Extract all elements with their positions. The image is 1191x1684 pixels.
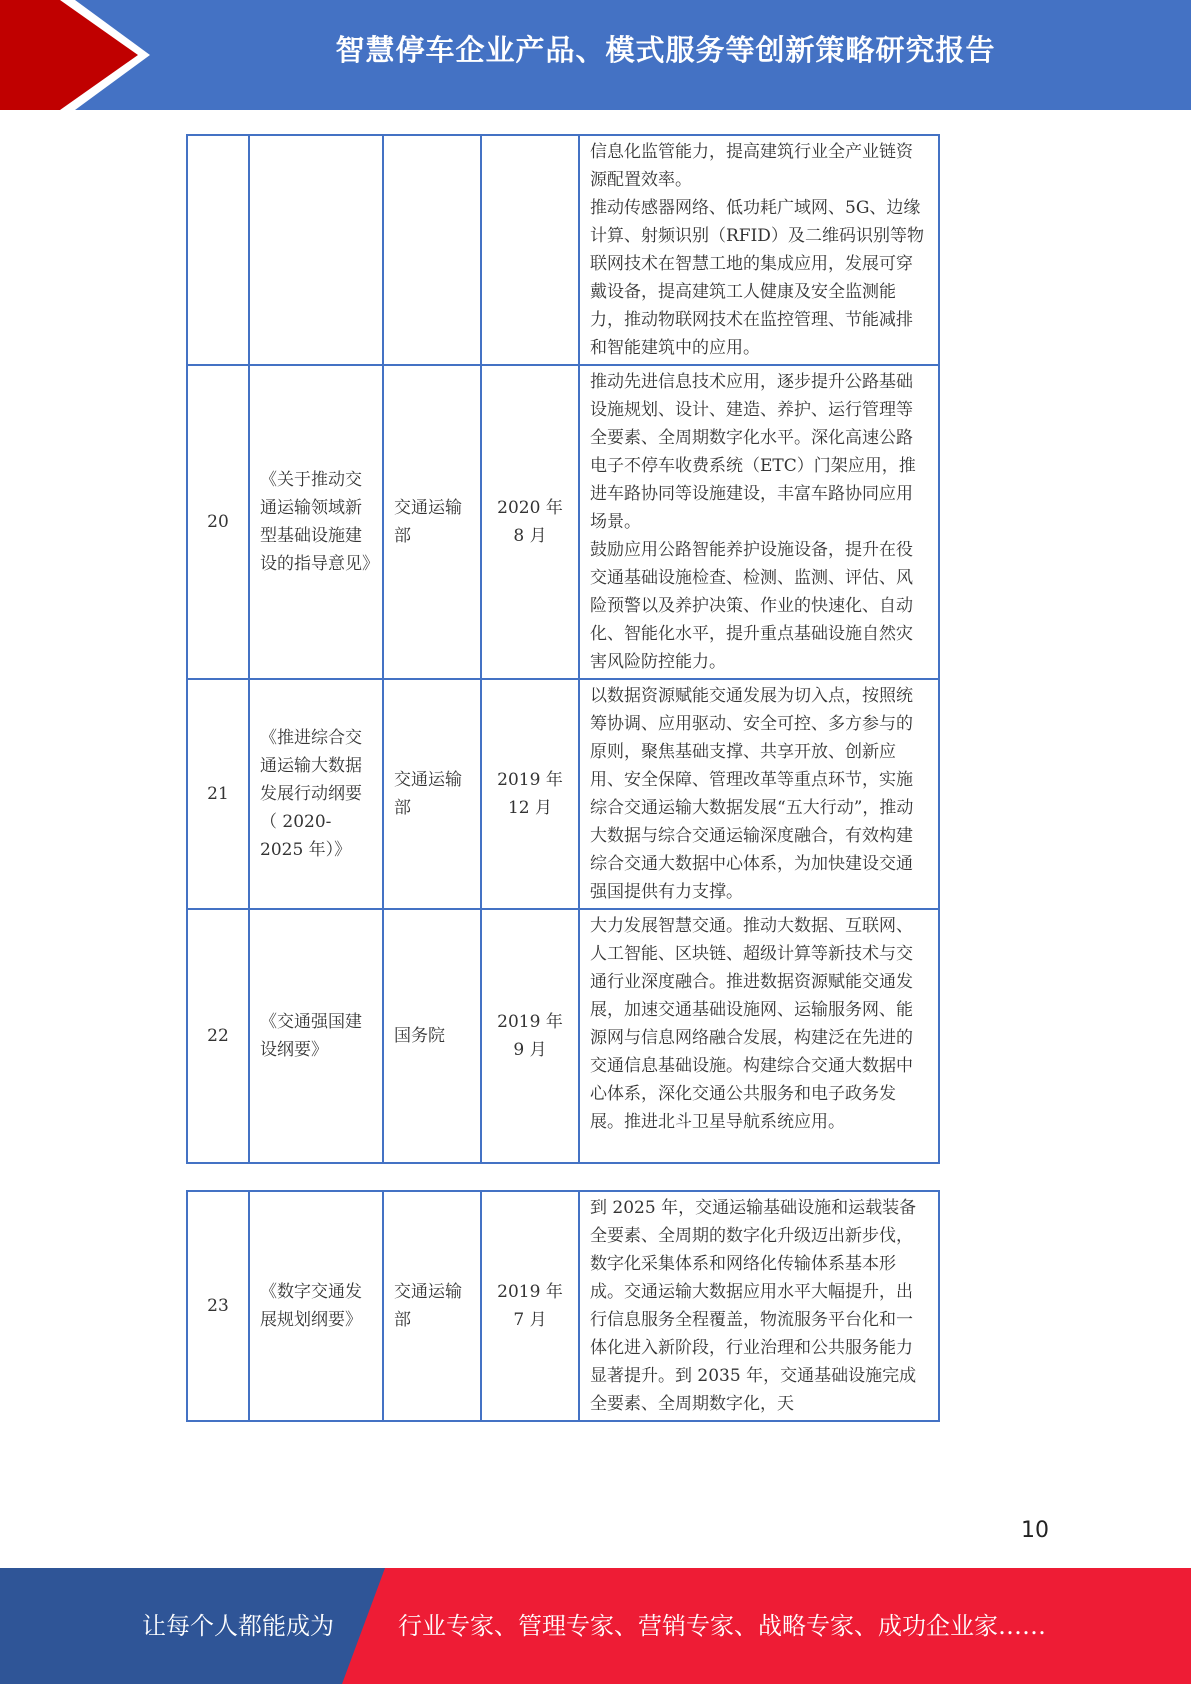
footer-slogan-right: 行业专家、管理专家、营销专家、战略专家、成功企业家……	[398, 1612, 1046, 1640]
policy-issuer	[383, 135, 481, 365]
content-paragraph: 推动传感器网络、低功耗广域网、5G、边缘计算、射频识别（RFID）及二维码识别等物联网技术在智慧工地的集成应用，发展可穿戴设备，提高建筑工人健康及安全监测能力，推动物联网技术在监控管理、节能减排和智能建筑中的应用。	[590, 198, 924, 358]
policy-issuer: 交通运输部	[383, 1191, 481, 1421]
policy-name	[249, 135, 383, 365]
policy-content	[579, 1191, 939, 1421]
page-header	[0, 0, 1191, 110]
policy-date: 2020 年 8 月	[481, 365, 579, 679]
policy-content	[579, 679, 939, 909]
policy-name: 《交通强国建设纲要》	[249, 909, 383, 1163]
content-paragraph: 信息化监管能力，提高建筑行业全产业链资源配置效率。	[590, 142, 913, 190]
content-paragraph: 大力发展智慧交通。推动大数据、互联网、人工智能、区块链、超级计算等新技术与交通行业深度融合。推进数据资源赋能交通发展，加速交通基础设施网、运输服务网、能源网与信息网络融合发展，构建泛在先进的交通信息基础设施。构建综合交通大数据中心体系，深化交通公共服务和电子政务发展。推进北斗卫星导航系统应用。	[590, 916, 913, 1132]
policy-date: 2019 年 12 月	[481, 679, 579, 909]
content-paragraph: 以数据资源赋能交通发展为切入点，按照统筹协调、应用驱动、安全可控、多方参与的原则，聚焦基础支撑、共享开放、创新应用、安全保障、管理改革等重点环节，实施综合交通运输大数据发展“五大行动”，推动大数据与综合交通运输深度融合，有效构建综合交通大数据中心体系，为加快建设交通强国提供有力支撑。	[590, 686, 914, 902]
policy-issuer: 交通运输部	[383, 679, 481, 909]
content-paragraph: 鼓励应用公路智能养护设施设备，提升在役交通基础设施检查、检测、监测、评估、风险预警以及养护决策、作业的快速化、自动化、智能化水平，提升重点基础设施自然灾害风险防控能力。	[590, 540, 913, 672]
table-row	[187, 909, 939, 1163]
report-title: 智慧停车企业产品、模式服务等创新策略研究报告	[335, 33, 996, 67]
table-row	[187, 1191, 939, 1421]
row-number: 20	[187, 365, 249, 679]
policy-date: 2019 年 7 月	[481, 1191, 579, 1421]
table-row	[187, 365, 939, 679]
table-row	[187, 679, 939, 909]
policy-name: 《数字交通发展规划纲要》	[249, 1191, 383, 1421]
policy-issuer: 交通运输部	[383, 365, 481, 679]
policy-table-a	[186, 134, 940, 1164]
policy-date	[481, 135, 579, 365]
row-number: 22	[187, 909, 249, 1163]
row-number: 23	[187, 1191, 249, 1421]
policy-content	[579, 365, 939, 679]
header-arrow-icon	[0, 0, 138, 110]
table-row	[187, 135, 939, 365]
policy-date: 2019 年 9 月	[481, 909, 579, 1163]
page-footer	[0, 1568, 1191, 1684]
policy-content	[579, 909, 939, 1163]
policy-name: 《推进综合交通运输大数据发展行动纲要（ 2020-2025 年）》	[249, 679, 383, 909]
row-number	[187, 135, 249, 365]
row-number: 21	[187, 679, 249, 909]
policy-issuer: 国务院	[383, 909, 481, 1163]
policy-table-b	[186, 1190, 940, 1422]
content-paragraph: 到 2025 年，交通运输基础设施和运载装备全要素、全周期的数字化升级迈出新步伐，数字化采集体系和网络化传输体系基本形成。交通运输大数据应用水平大幅提升，出行信息服务全程覆盖，物流服务平台化和一体化进入新阶段，行业治理和公共服务能力显著提升。到 2035 年，交通基础设施完成全要素、全周期数字化，天	[590, 1198, 917, 1414]
footer-slogan-left: 让每个人都能成为	[142, 1612, 334, 1640]
policy-content	[579, 135, 939, 365]
page-number: 10	[1021, 1518, 1049, 1543]
policy-name: 《关于推动交通运输领域新型基础设施建设的指导意见》	[249, 365, 383, 679]
content-paragraph: 推动先进信息技术应用，逐步提升公路基础设施规划、设计、建造、养护、运行管理等全要素、全周期数字化水平。深化高速公路电子不停车收费系统（ETC）门架应用，推进车路协同等设施建设，丰富车路协同应用场景。	[590, 372, 916, 532]
